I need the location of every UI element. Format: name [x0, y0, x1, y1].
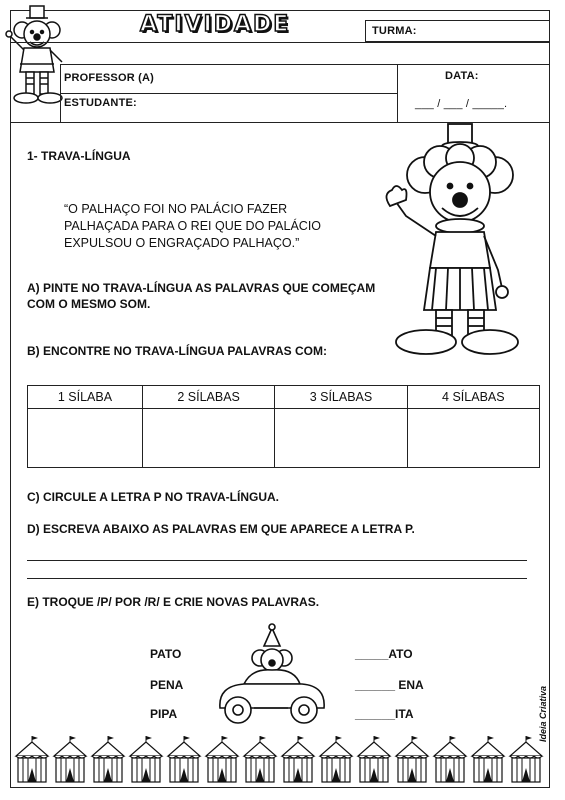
question-d: D) ESCREVA ABAIXO AS PALAVRAS EM QUE APARECE A LETRA P.: [27, 522, 415, 536]
word-pipa: PIPA: [150, 707, 178, 721]
syllable-cell-3[interactable]: [275, 409, 407, 468]
syllable-header-4: 4 SÍLABAS: [407, 386, 539, 409]
question-a-line2: COM O MESMO SOM.: [27, 297, 151, 311]
question-b: B) ENCONTRE NO TRAVA-LÍNGUA PALAVRAS COM:: [27, 344, 327, 358]
quote-line: PALHAÇADA PARA O REI QUE DO PALÁCIO: [64, 219, 322, 233]
question-a: [27, 280, 375, 312]
tongue-twister-quote: [64, 201, 321, 252]
page-title: ATIVIDADE: [140, 12, 291, 37]
clown-illustration: [370, 120, 520, 360]
question-e: E) TROQUE /P/ POR /R/ E CRIE NOVAS PALAVRAS.: [27, 595, 320, 609]
question-c: C) CIRCULE A LETRA P NO TRAVA-LÍNGUA.: [27, 490, 279, 504]
estudante-label: ESTUDANTE:: [64, 97, 137, 109]
date-blanks[interactable]: ___ / ___ / _____.: [415, 98, 508, 110]
blank-ita[interactable]: ______ITA: [355, 707, 414, 721]
answer-line-2[interactable]: [27, 578, 527, 579]
professor-label: PROFESSOR (A): [64, 72, 154, 84]
question-a-line1: A) PINTE NO TRAVA-LÍNGUA AS PALAVRAS QUE COMEÇAM: [27, 281, 376, 295]
blank-ena[interactable]: ______ ENA: [355, 678, 424, 692]
data-label: DATA:: [445, 70, 479, 82]
syllable-table: [27, 385, 540, 468]
header-divider: [10, 42, 550, 43]
syllable-header-3: 3 SÍLABAS: [275, 386, 407, 409]
watermark: Ideia Criativa: [538, 685, 548, 742]
turma-label: TURMA:: [372, 25, 417, 37]
syllable-header-1: 1 SÍLABA: [28, 386, 143, 409]
quote-line: EXPULSOU O ENGRAÇADO PALHAÇO.”: [64, 236, 300, 250]
syllable-cell-4[interactable]: [407, 409, 539, 468]
section-heading: 1- TRAVA-LÍNGUA: [27, 149, 131, 163]
date-divider: [397, 64, 398, 122]
professor-line: [60, 93, 397, 94]
word-pena: PENA: [150, 678, 184, 692]
quote-line: “O PALHAÇO FOI NO PALÁCIO FAZER: [64, 202, 288, 216]
syllable-cell-1[interactable]: [28, 409, 143, 468]
clown-car-illustration: [210, 622, 332, 730]
circus-tent-border: [14, 734, 544, 788]
syllable-header-2: 2 SÍLABAS: [142, 386, 274, 409]
header-divider-2: [60, 64, 550, 65]
word-pato: PATO: [150, 647, 182, 661]
syllable-cell-2[interactable]: [142, 409, 274, 468]
blank-ato[interactable]: _____ATO: [355, 647, 413, 661]
answer-line-1[interactable]: [27, 560, 527, 561]
